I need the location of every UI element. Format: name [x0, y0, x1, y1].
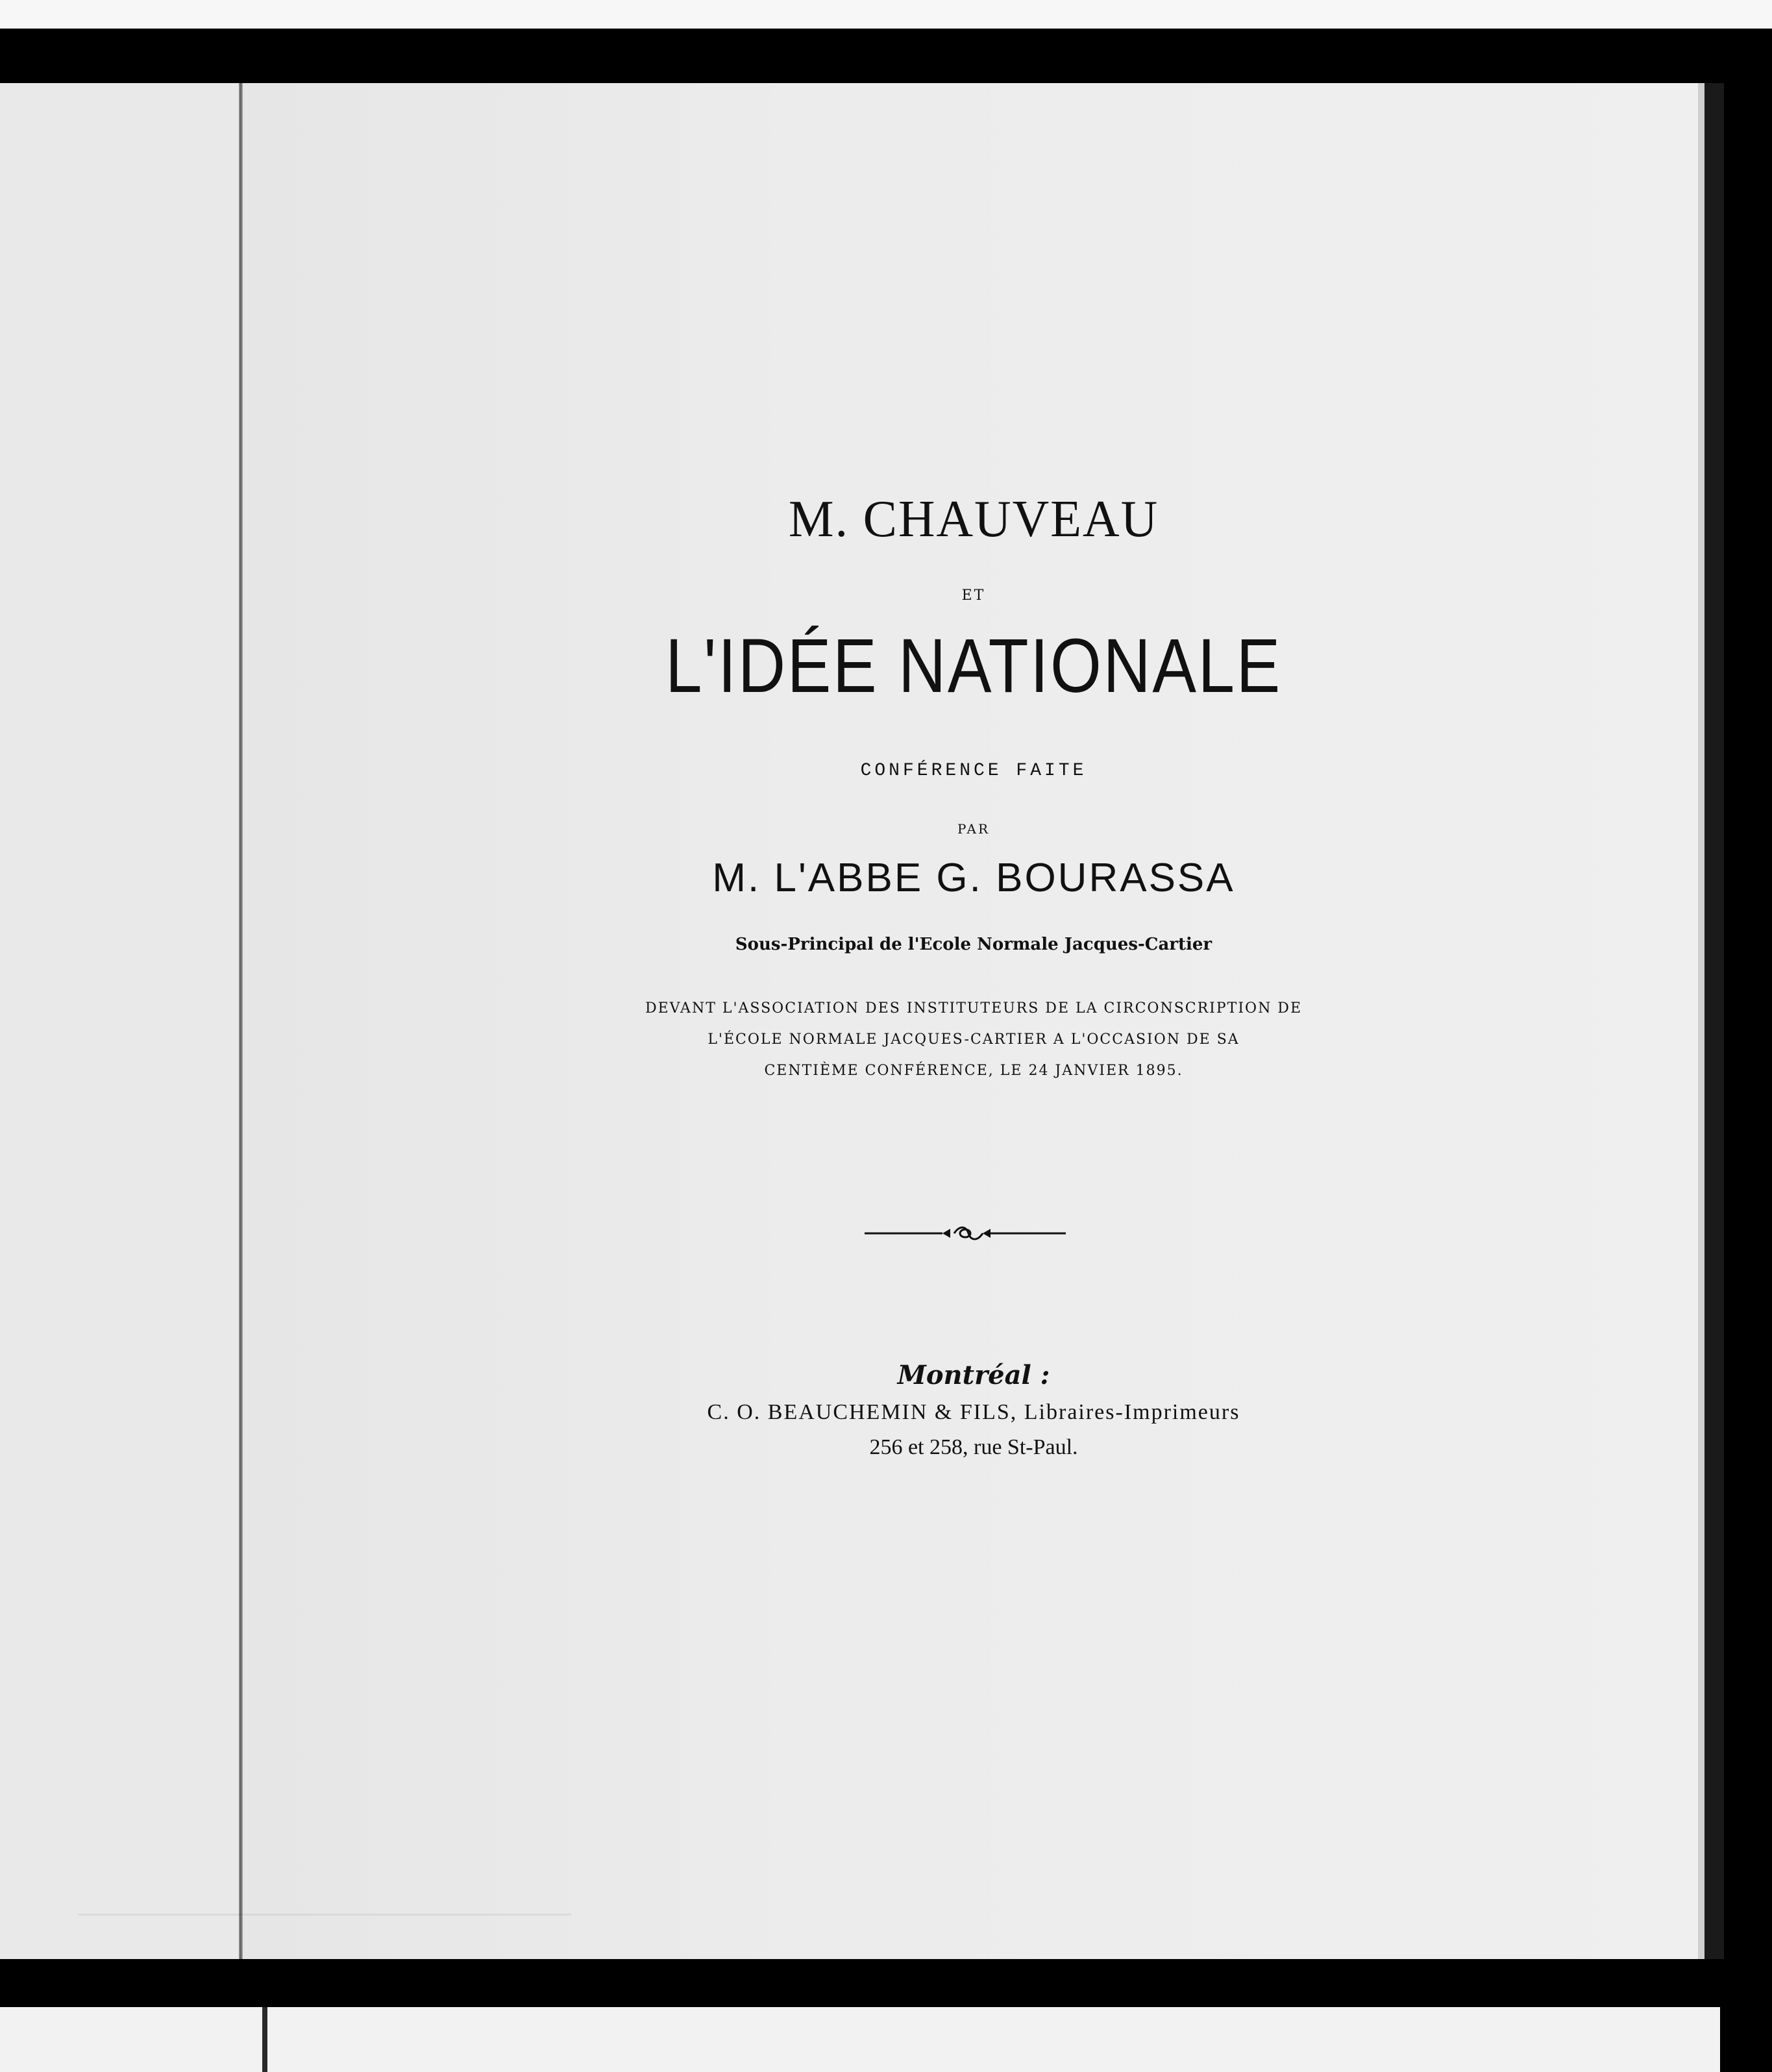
title-conjunction: ET	[961, 587, 986, 604]
author-name: M. L'ABBE G. BOURASSA	[712, 856, 1235, 900]
facing-page-left	[0, 83, 240, 1959]
scan-top-strip	[0, 0, 1772, 29]
ornament-rule-icon	[865, 1220, 1066, 1246]
page-shadow	[1704, 83, 1724, 1959]
occasion-line: CENTIÈME CONFÉRENCE, LE 24 JANVIER 1895.	[764, 1063, 1183, 1079]
subtitle: CONFÉRENCE FAITE	[860, 761, 1087, 781]
faint-bleed-through	[78, 1914, 571, 1916]
title-line-2: L'IDÉE NATIONALE	[665, 623, 1282, 709]
publisher-address: 256 et 258, rue St-Paul.	[869, 1435, 1078, 1459]
bottom-gutter	[262, 2007, 267, 2072]
publisher: C. O. BEAUCHEMIN & FILS, Libraires-Imprimeurs	[707, 1400, 1240, 1424]
page-edge	[1698, 83, 1704, 1959]
bottom-right-shadow	[1720, 2007, 1772, 2072]
occasion-line: L'ÉCOLE NORMALE JACQUES-CARTIER A L'OCCASION DE SA	[708, 1031, 1240, 1048]
occasion-text	[584, 993, 1363, 1087]
occasion-line: DEVANT L'ASSOCIATION DES INSTITUTEURS DE LA CIRCONSCRIPTION DE	[645, 1000, 1303, 1017]
author-role: Sous-Principal de l'Ecole Normale Jacques-Cartier	[735, 935, 1212, 954]
title-line-1: M. CHAUVEAU	[788, 491, 1159, 548]
publication-city: Montréal :	[897, 1360, 1050, 1390]
by-label: PAR	[957, 821, 991, 837]
